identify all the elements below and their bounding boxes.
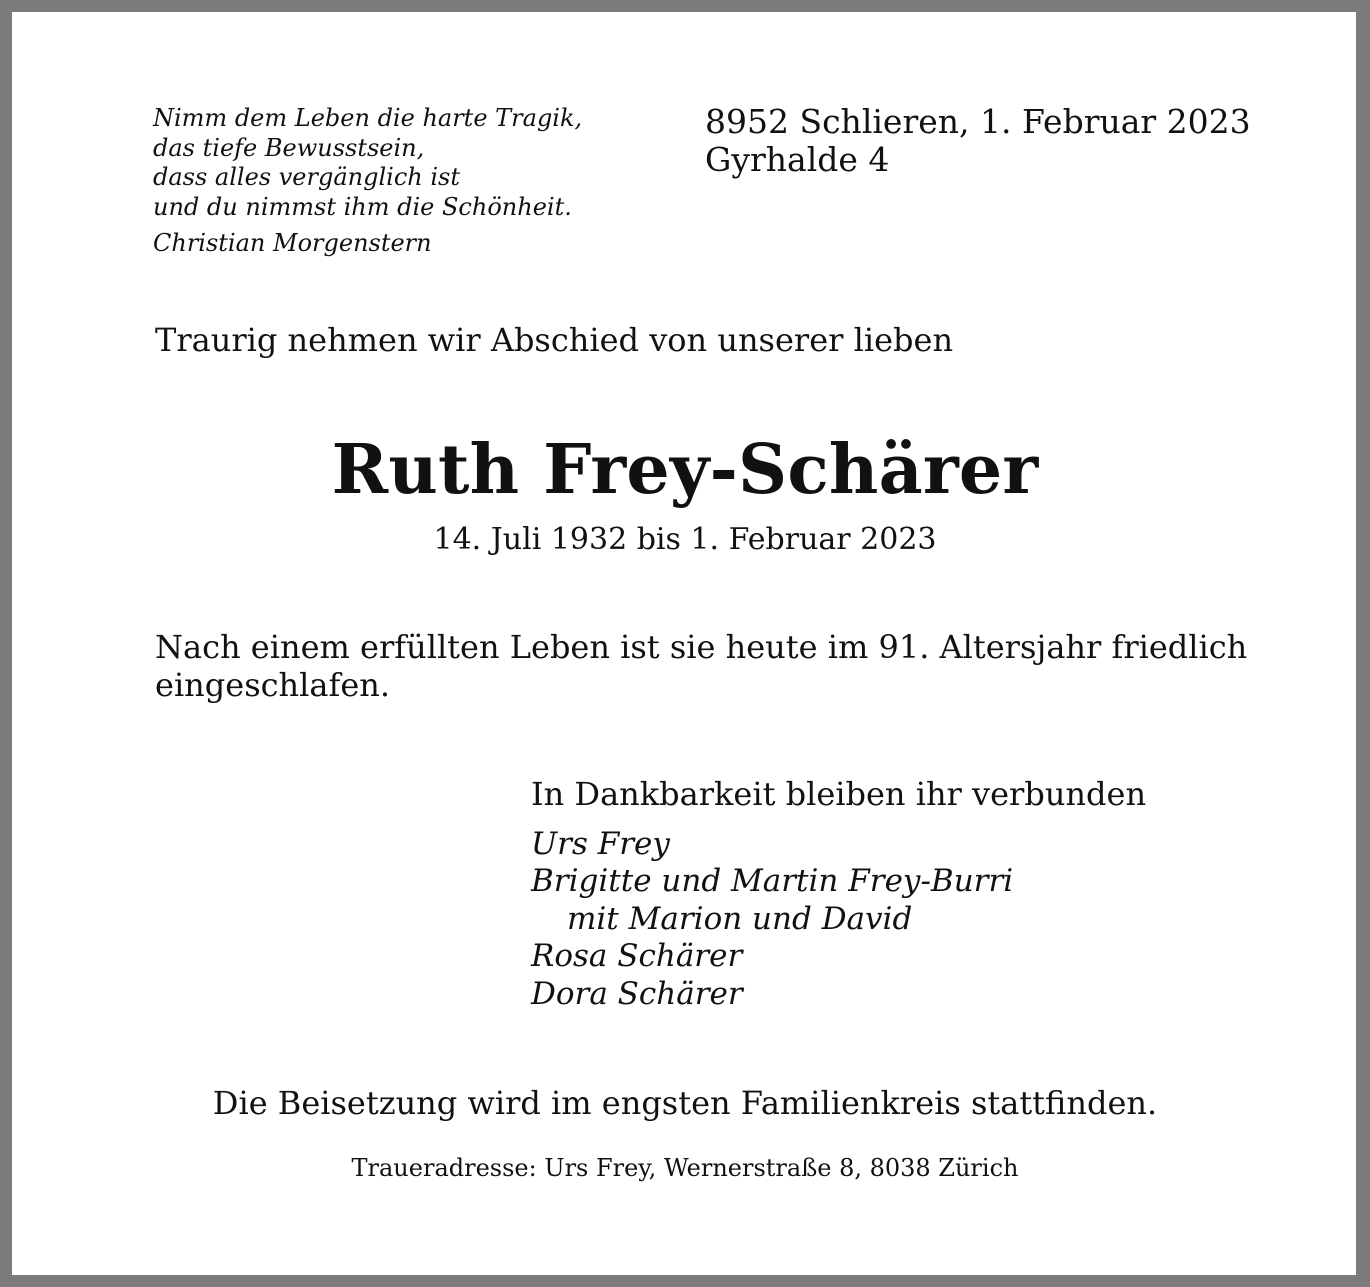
mourner-name: Brigitte und Martin Frey-Burri — [531, 863, 1014, 900]
quote-line: dass alles vergänglich ist — [153, 163, 460, 191]
message-block — [155, 628, 1247, 704]
burial-notice: Die Beisetzung wird im engsten Familienkreis stattfinden. — [212, 1084, 1158, 1122]
mourner-name: mit Marion und David — [567, 900, 913, 937]
quote-author: Christian Morgenstern — [153, 229, 432, 257]
mourner-name: Rosa Schärer — [531, 938, 743, 975]
mourner-name: Urs Frey — [531, 826, 670, 862]
mourner-name: Dora Schärer — [531, 975, 743, 1012]
mourning-address: Traueradresse: Urs Frey, Wernerstraße 8, 8038 Zürich — [351, 1154, 1019, 1182]
street-address: Gyrhalde 4 — [705, 140, 890, 179]
quote-line: und du nimmst ihm die Schönheit. — [153, 192, 572, 221]
location-block — [705, 103, 1251, 179]
intro-text: Traurig nehmen wir Abschied von unserer lieben — [155, 321, 954, 359]
quote-line: Nimm dem Leben die harte Tragik, — [153, 104, 583, 132]
quote-block — [153, 104, 582, 259]
message-line: Nach einem erfüllten Leben ist sie heute im 91. Altersjahr friedlich — [155, 628, 1248, 666]
quote-line: das tiefe Bewusstsein, — [153, 133, 425, 162]
place-and-date: 8952 Schlieren, 1. Februar 2023 — [705, 102, 1251, 141]
gratitude-line: In Dankbarkeit bleiben ihr verbunden — [531, 775, 1147, 813]
obituary-notice — [12, 12, 1356, 1275]
mourners-list — [531, 826, 1013, 1013]
deceased-name: Ruth Frey-Schärer — [331, 430, 1039, 510]
message-line: eingeschlafen. — [155, 666, 391, 704]
life-dates: 14. Juli 1932 bis 1. Februar 2023 — [433, 522, 937, 557]
